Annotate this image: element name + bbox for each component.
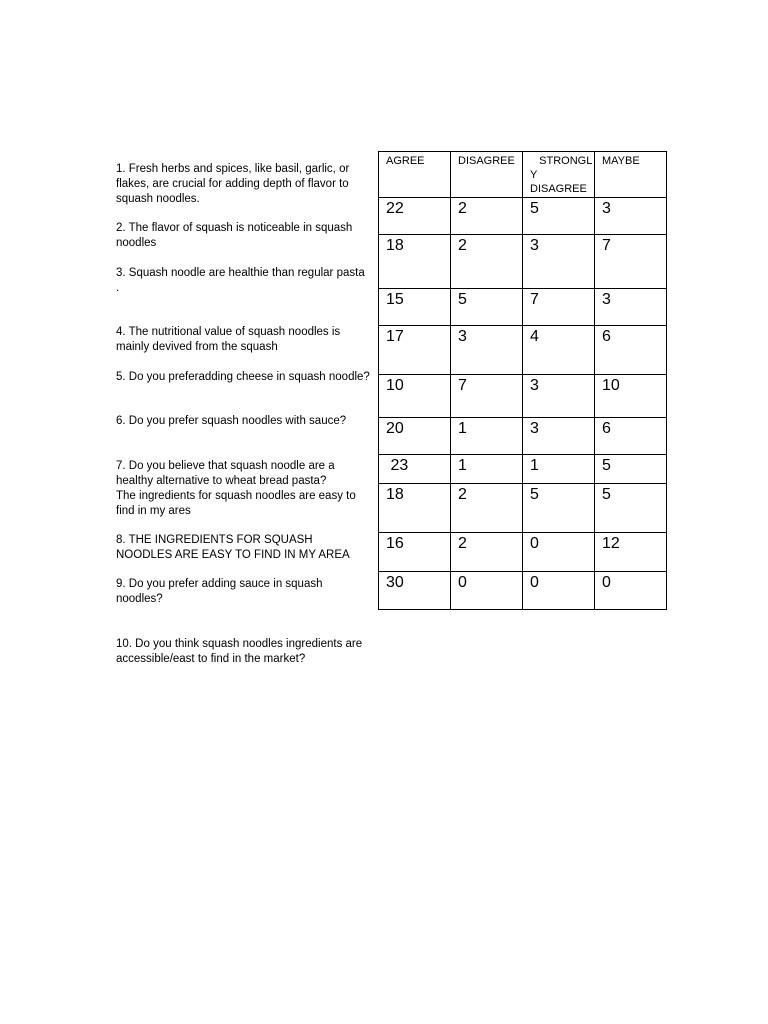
table-cell: 22 bbox=[379, 198, 451, 235]
table-cell: 2 bbox=[451, 235, 523, 289]
table-cell: 7 bbox=[595, 235, 667, 289]
table-cell: 2 bbox=[451, 484, 523, 533]
table-cell: 3 bbox=[595, 198, 667, 235]
question-5: 5. Do you preferadding cheese in squash noodle? bbox=[116, 371, 370, 383]
table-cell: 6 bbox=[595, 418, 667, 455]
header-disagree: DISAGREE bbox=[451, 152, 523, 198]
table-row bbox=[379, 289, 667, 326]
table-cell: 4 bbox=[523, 326, 595, 375]
table-cell: 5 bbox=[595, 455, 667, 484]
header-strongly-disagree: STRONGL Y DISAGREE bbox=[523, 152, 595, 198]
table-cell: 16 bbox=[379, 533, 451, 572]
question-2: 2. The flavor of squash is noticeable in squash noodles bbox=[116, 222, 353, 249]
table-cell: 23 bbox=[379, 455, 451, 484]
table-row bbox=[379, 235, 667, 289]
question-4: 4. The nutritional value of squash noodles is mainly devived from the squash bbox=[116, 326, 341, 353]
table-cell: 2 bbox=[451, 533, 523, 572]
table-row bbox=[379, 375, 667, 418]
table-row bbox=[379, 418, 667, 455]
table-row bbox=[379, 572, 667, 610]
table-cell: 1 bbox=[523, 455, 595, 484]
table-cell: 18 bbox=[379, 484, 451, 533]
header-maybe: MAYBE bbox=[595, 152, 667, 198]
table-cell: 3 bbox=[523, 418, 595, 455]
question-9: 9. Do you prefer adding sauce in squash noodles? bbox=[116, 578, 323, 605]
table-cell: 5 bbox=[451, 289, 523, 326]
table-row bbox=[379, 484, 667, 533]
table-row bbox=[379, 533, 667, 572]
question-10: 10. Do you think squash noodles ingredients are accessible/east to find in the market? bbox=[116, 638, 363, 665]
question-8: 8. THE INGREDIENTS FOR SQUASH NOODLES ARE EASY TO FIND IN MY AREA bbox=[116, 534, 350, 561]
survey-results-table bbox=[378, 151, 667, 610]
table-cell: 10 bbox=[379, 375, 451, 418]
table-cell: 0 bbox=[451, 572, 523, 610]
table-cell: 2 bbox=[451, 198, 523, 235]
table-cell: 30 bbox=[379, 572, 451, 610]
table-cell: 0 bbox=[523, 533, 595, 572]
table-cell: 20 bbox=[379, 418, 451, 455]
table-cell: 3 bbox=[523, 375, 595, 418]
table-cell: 7 bbox=[523, 289, 595, 326]
table-row bbox=[379, 326, 667, 375]
table-cell: 3 bbox=[595, 289, 667, 326]
header-agree: AGREE bbox=[379, 152, 451, 198]
table-cell: 18 bbox=[379, 235, 451, 289]
table-cell: 17 bbox=[379, 326, 451, 375]
question-6: 6. Do you prefer squash noodles with sauce? bbox=[116, 415, 347, 427]
table-cell: 1 bbox=[451, 455, 523, 484]
table-cell: 3 bbox=[523, 235, 595, 289]
question-3: 3. Squash noodle are healthie than regular pasta . bbox=[116, 267, 365, 294]
table-cell: 5 bbox=[523, 198, 595, 235]
table-row bbox=[379, 455, 667, 484]
table-cell: 5 bbox=[523, 484, 595, 533]
table-cell: 0 bbox=[595, 572, 667, 610]
table-cell: 10 bbox=[595, 375, 667, 418]
table-cell: 6 bbox=[595, 326, 667, 375]
table-cell: 12 bbox=[595, 533, 667, 572]
table-cell: 7 bbox=[451, 375, 523, 418]
question-7: 7. Do you believe that squash noodle are a healthy alternative to wheat bread pasta? The ingredients for squash noodles are easy to find in my ares bbox=[116, 460, 356, 517]
table-cell: 3 bbox=[451, 326, 523, 375]
table-cell: 1 bbox=[451, 418, 523, 455]
table-cell: 0 bbox=[523, 572, 595, 610]
question-1: 1. Fresh herbs and spices, like basil, garlic, or flakes, are crucial for adding depth of flavor to squash noodles. bbox=[116, 163, 350, 205]
table-header-row bbox=[379, 152, 667, 198]
table-row bbox=[379, 198, 667, 235]
table-cell: 15 bbox=[379, 289, 451, 326]
table-cell: 5 bbox=[595, 484, 667, 533]
